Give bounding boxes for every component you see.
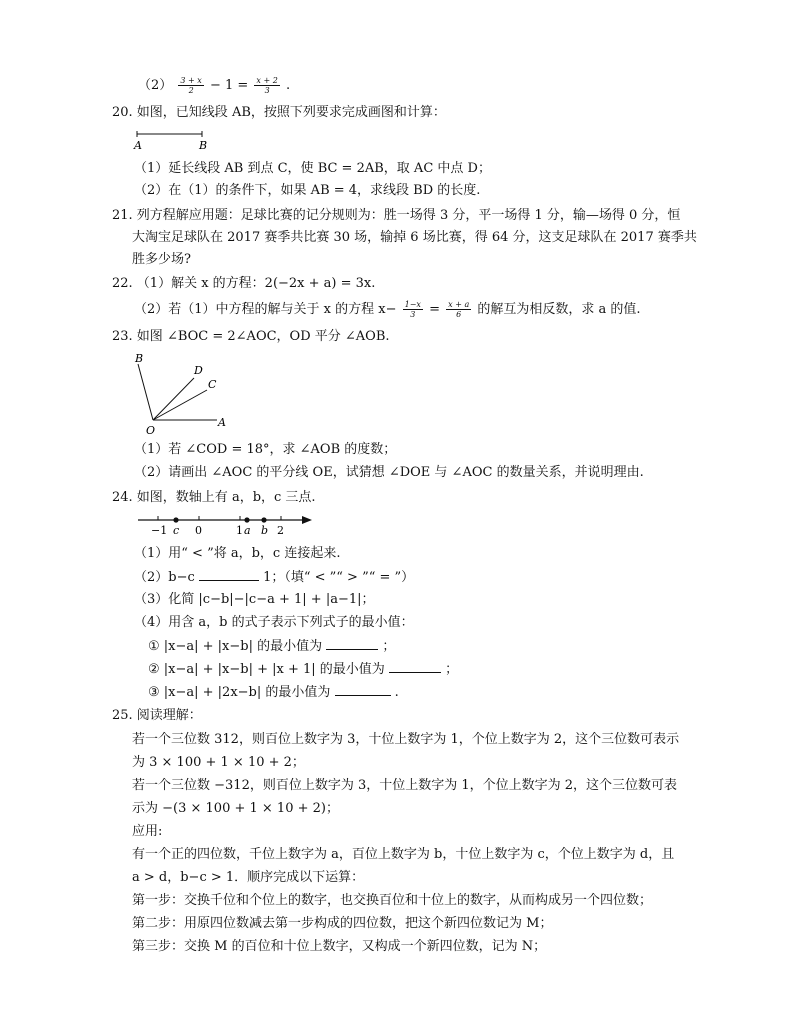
q25-line6: 有一个正的四位数，千位上数字为 a，百位上数字为 b，十位上数字为 c，个位上数字为 d，且: [132, 847, 675, 862]
q24-part4: （4）用含 a，b 的式子表示下列式子的最小值：: [134, 615, 414, 630]
q21-line1: 21. 列方程解应用题：足球比赛的记分规则为：胜一场得 3 分，平一场得 1 分，输—场得 0 分，恒: [112, 208, 681, 223]
q20-part1: （1）延长线段 AB 到点 C，使 BC = 2AB，取 AC 中点 D；: [134, 161, 491, 176]
q24-part3: （3）化简 |c−b|−|c−a + 1| + |a−1|；: [134, 592, 375, 607]
q20-title: 20. 如图，已知线段 AB，按照下列要求完成画图和计算：: [112, 105, 446, 120]
q21-line2: 大淘宝足球队在 2017 赛季共比赛 30 场，输掉 6 场比赛，得 64 分，这支足球队在 2017 赛季共: [132, 230, 697, 245]
q19-rhs-fraction: $\frac{x + 2}{3}$: [256, 76, 278, 95]
label-b: B: [135, 352, 144, 365]
q23-part2: （2）请画出 ∠AOC 的平分线 OE，试猜想 ∠DOE 与 ∠AOC 的数量关系，并说明理由.: [134, 465, 644, 480]
arrow-icon: [302, 516, 312, 524]
q22-part1: 22. （1）解关 x 的方程：2(−2x + a) = 3x.: [112, 276, 376, 291]
point-a: [244, 517, 249, 522]
number-line-figure: [136, 510, 316, 538]
q25-line5: 应用:: [132, 824, 163, 839]
point-c: [173, 517, 178, 522]
tick-label-1: 1: [236, 524, 243, 537]
answer-blank[interactable]: [335, 683, 391, 696]
q25-line9: 第二步：用原四位数减去第一步构成的四位数，把这个新四位数记为 M；: [132, 916, 553, 931]
answer-blank[interactable]: [389, 660, 441, 673]
tick-label-a: a: [244, 524, 251, 537]
tick-label-b: b: [261, 524, 269, 537]
tick-label-0: 0: [195, 524, 202, 537]
q25-line2: 为 3 × 100 + 1 × 10 + 2；: [132, 755, 305, 770]
q24-sub1: ① |x−a| + |x−b| 的最小值为 ；: [148, 639, 396, 654]
label-d: D: [194, 364, 203, 377]
label-b: B: [199, 139, 208, 152]
label-o: O: [146, 424, 156, 437]
q25-line3: 若一个三位数 −312，则百位上数字为 3，十位上数字为 1，个位上数字为 2，这个三位数可表: [132, 778, 678, 793]
q24-part1: （1）用“ < ”将 a，b，c 连接起来.: [134, 546, 341, 561]
q25-title: 25. 阅读理解：: [112, 708, 202, 723]
q19-lhs-fraction: $\frac{3 + x}{2}$: [180, 76, 202, 95]
segment-ab-figure: [132, 128, 212, 152]
ray-ob: [138, 364, 153, 420]
q25-line1: 若一个三位数 312，则百位上数字为 3，十位上数字为 1，个位上数字为 2，这个三位数可表示: [132, 732, 680, 747]
point-b: [261, 517, 266, 522]
q25-line4: 示为 −(3 × 100 + 1 × 10 + 2)；: [132, 801, 339, 816]
label-c: C: [208, 378, 217, 391]
q21-line3: 胜多少场?: [132, 252, 191, 267]
tick-label-2: 2: [277, 524, 284, 537]
q23-part1: （1）若 ∠COD = 18°，求 ∠AOB 的度数；: [134, 442, 397, 457]
q25-line7: a > d，b−c > 1．顺序完成以下运算：: [132, 870, 365, 885]
answer-blank[interactable]: [199, 568, 259, 581]
q22-fraction-1: $\frac{1-x}{3}$: [404, 300, 421, 319]
q24-title: 24. 如图，数轴上有 a，b，c 三点.: [112, 490, 316, 505]
ray-oc: [153, 390, 207, 420]
answer-blank[interactable]: [326, 637, 378, 650]
q23-title: 23. 如图 ∠BOC = 2∠AOC，OD 平分 ∠AOB.: [112, 329, 390, 344]
q24-sub3: ③ |x−a| + |2x−b| 的最小值为 .: [148, 685, 399, 700]
tick-label-c: c: [173, 524, 180, 537]
tick-label-neg1: −1: [151, 524, 168, 537]
q19-part2: （2） $\frac{3 + x}{2}$ − 1 = $\frac{x + 2}{3}$ .: [138, 76, 291, 95]
q24-sub2: ② |x−a| + |x−b| + |x + 1| 的最小值为 ；: [148, 662, 459, 677]
angle-figure: [132, 348, 242, 438]
q25-line8: 第一步：交换千位和个位上的数字，也交换百位和十位上的数字，从而构成另一个四位数；: [132, 893, 653, 908]
q20-part2: （2）在（1）的条件下，如果 AB = 4，求线段 BD 的长度.: [134, 183, 481, 198]
q22-fraction-2: $\frac{x + a}{6}$: [448, 300, 470, 319]
q25-line10: 第三步：交换 M 的百位和十位上数字，又构成一个新四位数，记为 N；: [132, 939, 547, 954]
ray-od: [153, 378, 194, 420]
q22-part2: （2）若（1）中方程的解与关于 x 的方程 x− $\frac{1-x}{3}$ = $\frac{x + a}{6}$ 的解互为相反数，求 a 的值.: [134, 300, 641, 319]
label-a: A: [218, 416, 226, 429]
q24-part2: （2）b−c 1；（填“ < ”“ > ”“ = ”）: [134, 570, 415, 585]
label-a: A: [134, 139, 142, 152]
